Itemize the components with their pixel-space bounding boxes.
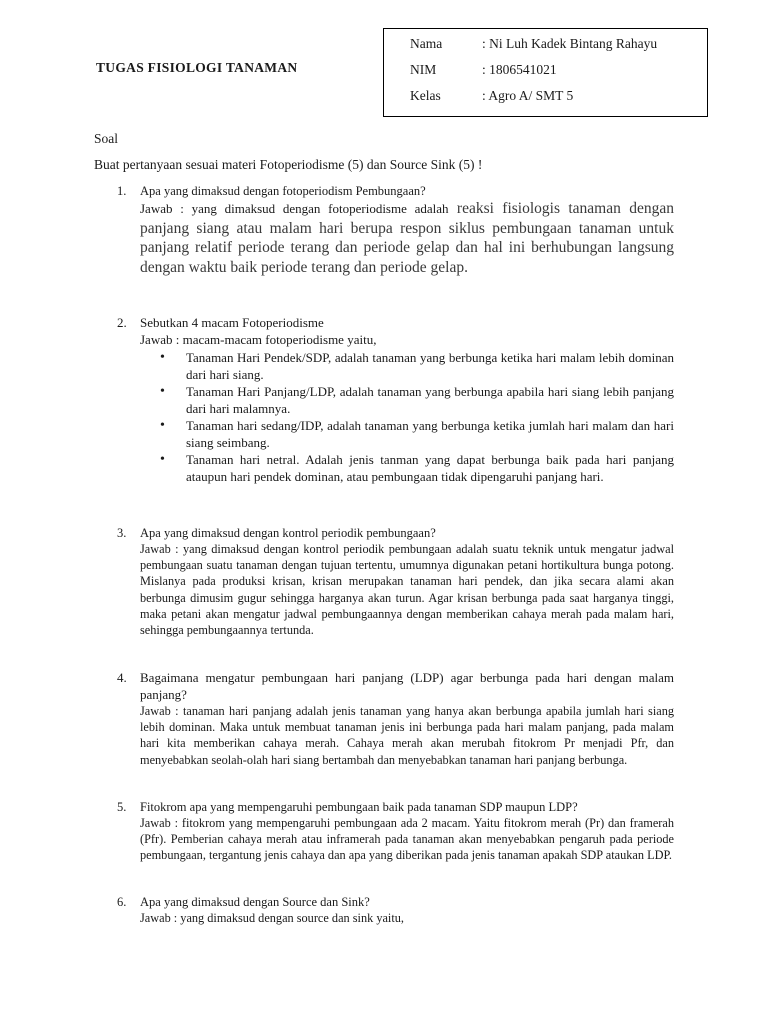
question-number: 4.: [117, 670, 127, 685]
info-value: : 1806541021: [482, 62, 557, 77]
question-number: 3.: [117, 526, 127, 540]
list-item: • Tanaman Hari Pendek/SDP, adalah tanaman yang berbunga ketika hari malam lebih dominan dari hari siang.: [140, 350, 674, 383]
list-item: • Tanaman hari netral. Adalah jenis tanman yang dapat berbunga baik pada hari panjang ataupun hari pendek dominan, atau pembungaan tidak dipengaruhi panjang hari.: [140, 452, 674, 485]
document-title: TUGAS FISIOLOGI TANAMAN: [96, 60, 298, 75]
question-block: [94, 184, 674, 277]
list-item: • Tanaman Hari Panjang/LDP, adalah tanaman yang berbunga apabila hari siang lebih panjang dari hari malamnya.: [140, 384, 674, 417]
question-text: Apa yang dimaksud dengan kontrol periodik pembungaan?: [140, 526, 436, 540]
section-heading: Soal: [94, 131, 119, 146]
list-item: • Tanaman hari sedang/IDP, adalah tanaman yang berbunga ketika jumlah hari malam dan hari siang seimbang.: [140, 418, 674, 451]
question-text: Fitokrom apa yang mempengaruhi pembungaan baik pada tanaman SDP maupun LDP?: [140, 800, 578, 814]
question-block: [94, 800, 674, 864]
answer-text: Jawab : yang dimaksud dengan source dan sink yaitu,: [140, 911, 404, 925]
question-text: Bagaimana mengatur pembungaan hari panjang (LDP) agar berbunga pada hari dengan malam panjang?: [140, 670, 674, 702]
question-text: Apa yang dimaksud dengan Source dan Sink?: [140, 895, 370, 909]
info-row-class: [410, 88, 573, 104]
student-info-box: [383, 28, 708, 117]
question-block: [94, 895, 674, 926]
info-row-name: [410, 36, 657, 52]
answer-text: [140, 199, 674, 277]
question-block: [94, 526, 674, 638]
answer-text: Jawab : yang dimaksud dengan kontrol periodik pembungaan adalah suatu teknik untuk mengatur jadwal pembungaan suatu tanaman dengan tujuan tertentu, umumnya digunakan petani hortikultura bunga potong. Mislanya pada produksi krisan, krisan merupakan tanaman hari pendek, dan jika secara alami akan berbunga dimusim gugur sehingga harganya akan turun. Agar krisan berbunga pada saat harganya tinggi, maka petani akan mengatur jadwal pembungaannya dengan memberikan cahaya merah pada malam hari, sehingga pembungaannya tertunda.: [140, 542, 674, 638]
info-label: Nama: [410, 36, 443, 51]
question-text: Apa yang dimaksud dengan fotoperiodism Pembungaan?: [140, 184, 426, 198]
answer-lead: Jawab : yang dimaksud dengan fotoperiodisme adalah: [140, 201, 449, 216]
question-number: 2.: [117, 315, 127, 330]
answer-text: Jawab : tanaman hari panjang adalah jenis tanaman yang hanya akan berbunga apabila jumlah hari siang lebih dominan. Maka untuk membuat tanaman jenis ini berbunga pada hari malam panjang, pada malam hari kita memberikan cahaya merah. Cahaya merah akan merubah fitokrom Pr menjadi Pfr, dan menyebabkan seolah-olah hari siang bertambah dan menyebabkan tanaman hari panjang berbunga.: [140, 704, 674, 767]
info-value: : Agro A/ SMT 5: [482, 88, 574, 103]
info-row-nim: [410, 62, 557, 78]
info-label: NIM: [410, 62, 437, 77]
info-value: : Ni Luh Kadek Bintang Rahayu: [482, 36, 658, 51]
info-label: Kelas: [410, 88, 441, 103]
answer-body: reaksi fisiologis tanaman dengan panjang siang atau malam hari berupa respon siklus pembungaan tanaman untuk panjang relatif periode terang dan periode gelap dan hal ini berhubungan langsung dengan waktu baik periode terang dan periode gelap.: [140, 200, 674, 276]
question-number: 5.: [117, 800, 127, 814]
question-block: [94, 670, 674, 768]
question-block: [94, 315, 674, 486]
answer-text: Jawab : macam-macam fotoperiodisme yaitu,: [140, 332, 377, 347]
bullet-list: [140, 350, 674, 485]
question-number: 1.: [117, 184, 127, 198]
question-text: Sebutkan 4 macam Fotoperiodisme: [140, 315, 324, 330]
question-number: 6.: [117, 895, 127, 909]
section-intro: Buat pertanyaan sesuai materi Fotoperiodisme (5) dan Source Sink (5) !: [94, 157, 483, 172]
answer-text: Jawab : fitokrom yang mempengaruhi pembungaan ada 2 macam. Yaitu fitokrom merah (Pr) dan framerah (Pfr). Pemberian cahaya merah atau inframerah pada tanaman akan menyebabkan pengaruh pada periode pembungaan, tergantung jenis cahaya dan apa yang diberikan pada jenis tanaman apakah SDP ataukan LDP.: [140, 816, 674, 863]
